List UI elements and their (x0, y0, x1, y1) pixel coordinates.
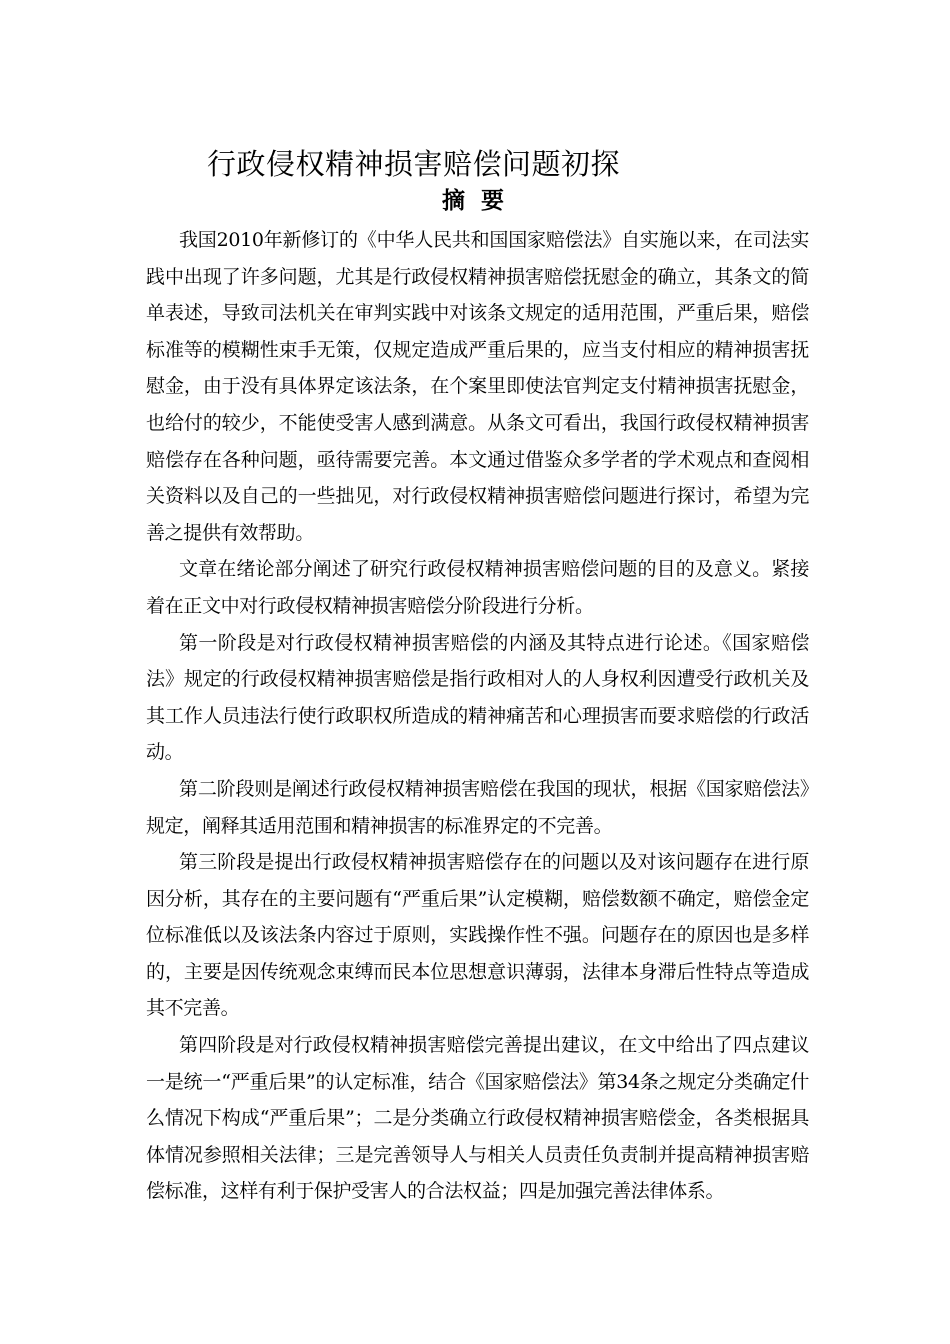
document-title: 行政侵权精神损害赔偿问题初探 (207, 147, 621, 181)
abstract-paragraph: 第二阶段则是阐述行政侵权精神损害赔偿在我国的现状，根据《国家赔偿法》规定，阐释其适用范围和精神损害的标准界定的不完善。 (146, 777, 809, 837)
abstract-paragraph: 我国2010年新修订的《中华人民共和国国家赔偿法》自实施以来，在司法实践中出现了许多问题，尤其是行政侵权精神损害赔偿抚慰金的确立，其条文的简单表述，导致司法机关在审判实践中对该条文规定的适用范围，严重后果，赔偿标准等的模糊性束手无策，仅规定造成严重后果的，应当支付相应的精神损害抚慰金，由于没有具体界定该法条，在个案里即使法官判定支付精神损害抚慰金，也给付的较少，不能使受害人感到满意。从条文可看出，我国行政侵权精神损害赔偿存在各种问题，亟待需要完善。本文通过借鉴众多学者的学术观点和查阅相关资料以及自己的一些拙见，对行政侵权精神损害赔偿问题进行探讨，希望为完善之提供有效帮助。 (146, 229, 809, 544)
abstract-heading: 摘 要 (441, 187, 508, 214)
abstract-paragraph: 文章在绪论部分阐述了研究行政侵权精神损害赔偿问题的目的及意义。紧接着在正文中对行政侵权精神损害赔偿分阶段进行分析。 (146, 558, 809, 617)
abstract-paragraph: 第四阶段是对行政侵权精神损害赔偿完善提出建议，在文中给出了四点建议一是统一“严重后果”的认定标准，结合《国家赔偿法》第34条之规定分类确定什么情况下构成“严重后果”；二是分类确立行政侵权精神损害赔偿金，各类根据具体情况参照相关法律；三是完善领导人与相关人员责任负责制并提高精神损害赔偿标准，这样有利于保护受害人的合法权益；四是加强完善法律体系。 (146, 1034, 809, 1203)
abstract-body (146, 222, 809, 1210)
abstract-paragraph: 第三阶段是提出行政侵权精神损害赔偿存在的问题以及对该问题存在进行原因分析，其存在的主要问题有“严重后果”认定模糊，赔偿数额不确定，赔偿金定位标准低以及该法条内容过于原则，实践操作性不强。问题存在的原因也是多样的，主要是因传统观念束缚而民本位思想意识薄弱，法律本身滞后性特点等造成其不完善。 (146, 851, 809, 1020)
abstract-paragraph: 第一阶段是对行政侵权精神损害赔偿的内涵及其特点进行论述。《国家赔偿法》规定的行政侵权精神损害赔偿是指行政相对人的人身权利因遭受行政机关及其工作人员违法行使行政职权所造成的精神痛苦和心理损害而要求赔偿的行政活动。 (146, 631, 809, 764)
